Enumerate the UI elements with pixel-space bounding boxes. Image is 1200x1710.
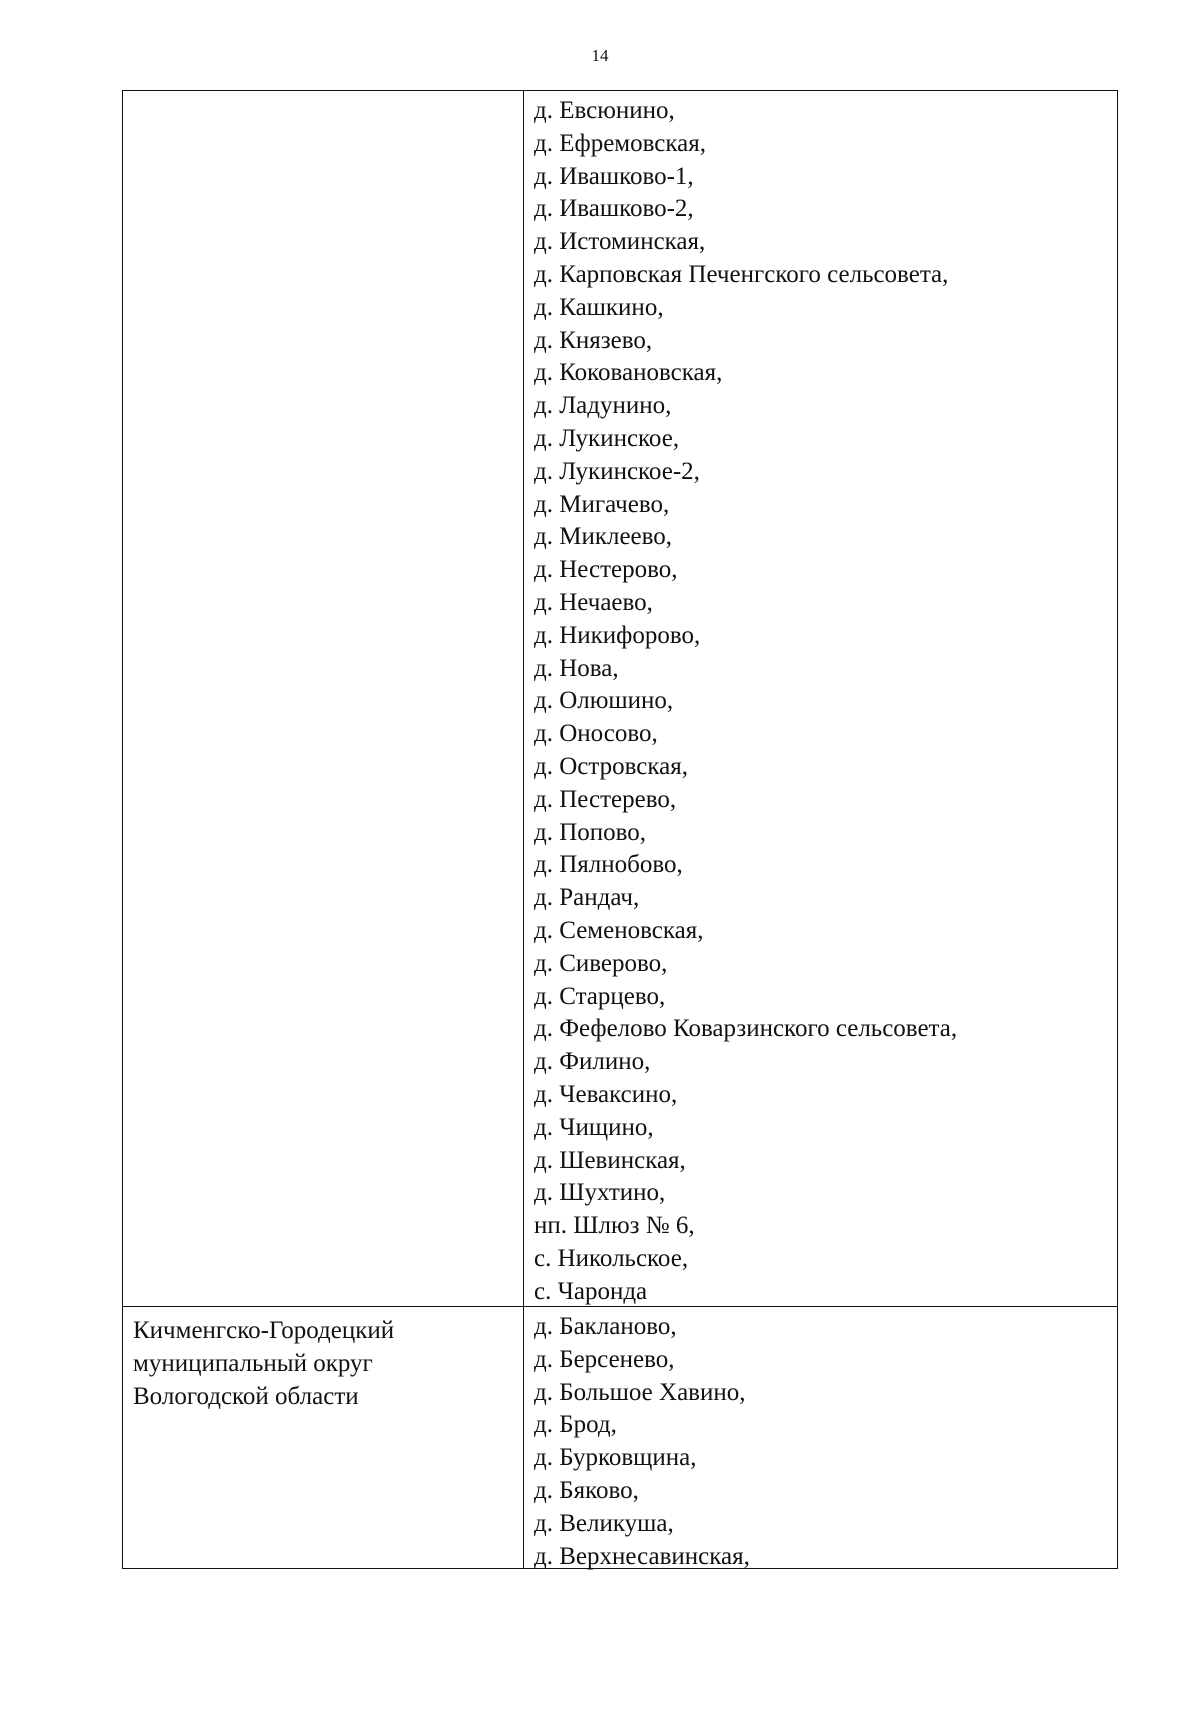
settlement-item: д. Попово, [534, 818, 647, 846]
settlement-item: д. Олюшино, [534, 687, 674, 715]
settlement-item: д. Верхнесавинская, [534, 1542, 750, 1570]
settlement-item: д. Ладунино, [534, 392, 672, 420]
settlement-item: д. Миклеево, [534, 523, 673, 551]
settlement-item: д. Нестерово, [534, 556, 678, 584]
settlement-item: д. Лукинское, [534, 424, 680, 452]
settlement-item: д. Мигачево, [534, 490, 670, 518]
settlement-item: д. Островская, [534, 752, 688, 780]
settlement-item: д. Лукинское-2, [534, 457, 700, 485]
settlement-item: д. Ивашково-2, [534, 195, 694, 223]
table-row [123, 91, 1117, 1307]
settlement-item: д. Бурковщина, [534, 1444, 697, 1472]
settlements-cell [524, 1307, 1117, 1568]
settlement-item: д. Чищино, [534, 1113, 654, 1141]
settlements-cell [524, 91, 1117, 1306]
table-row [123, 1307, 1117, 1568]
settlement-item: д. Нечаево, [534, 588, 653, 616]
settlement-item: д. Чеваксино, [534, 1080, 678, 1108]
settlement-item: д. Нова, [534, 654, 619, 682]
settlement-item: д. Пестерево, [534, 785, 677, 813]
settlements-table [122, 90, 1118, 1569]
settlement-item: д. Шухтино, [534, 1179, 666, 1207]
district-cell: Кичменгско-Городецкий муниципальный округ Вологодской области [123, 1307, 524, 1568]
settlement-item: д. Истоминская, [534, 228, 706, 256]
settlement-item: д. Филино, [534, 1048, 651, 1076]
settlement-item: д. Ефремовская, [534, 129, 706, 157]
district-cell [123, 91, 524, 1306]
settlement-item: д. Брод, [534, 1411, 617, 1439]
settlement-item: д. Оносово, [534, 720, 658, 748]
settlement-item: д. Ивашково-1, [534, 162, 694, 190]
settlement-item: д. Бакланово, [534, 1313, 677, 1340]
settlement-item: д. Берсенево, [534, 1345, 675, 1373]
settlement-item: д. Карповская Печенгского сельсовета, [534, 260, 949, 288]
settlement-item: с. Никольское, [534, 1244, 689, 1272]
settlement-item: с. Чаронда [534, 1277, 648, 1305]
settlement-item: д. Кашкино, [534, 293, 664, 321]
settlement-item: д. Старцево, [534, 982, 666, 1010]
settlement-item: д. Великуша, [534, 1509, 674, 1537]
page-number: 14 [591, 46, 609, 65]
settlement-item: д. Пялнобово, [534, 851, 683, 879]
settlement-item: д. Семеновская, [534, 916, 704, 944]
settlement-item: д. Кокованoвская, [534, 359, 723, 387]
settlement-item: д. Князево, [534, 326, 653, 354]
settlement-item: д. Евсюнино, [534, 97, 675, 124]
settlement-item: д. Большое Хавино, [534, 1378, 746, 1406]
settlement-item: д. Сиверово, [534, 949, 668, 977]
settlement-item: нп. Шлюз № 6, [534, 1212, 695, 1240]
settlement-item: д. Никифорово, [534, 621, 701, 649]
settlement-item: д. Рандач, [534, 884, 640, 912]
settlement-item: д. Шевинская, [534, 1146, 686, 1174]
settlement-item: д. Фефелово Коварзинского сельсовета, [534, 1015, 958, 1043]
settlement-item: д. Бяково, [534, 1476, 639, 1504]
